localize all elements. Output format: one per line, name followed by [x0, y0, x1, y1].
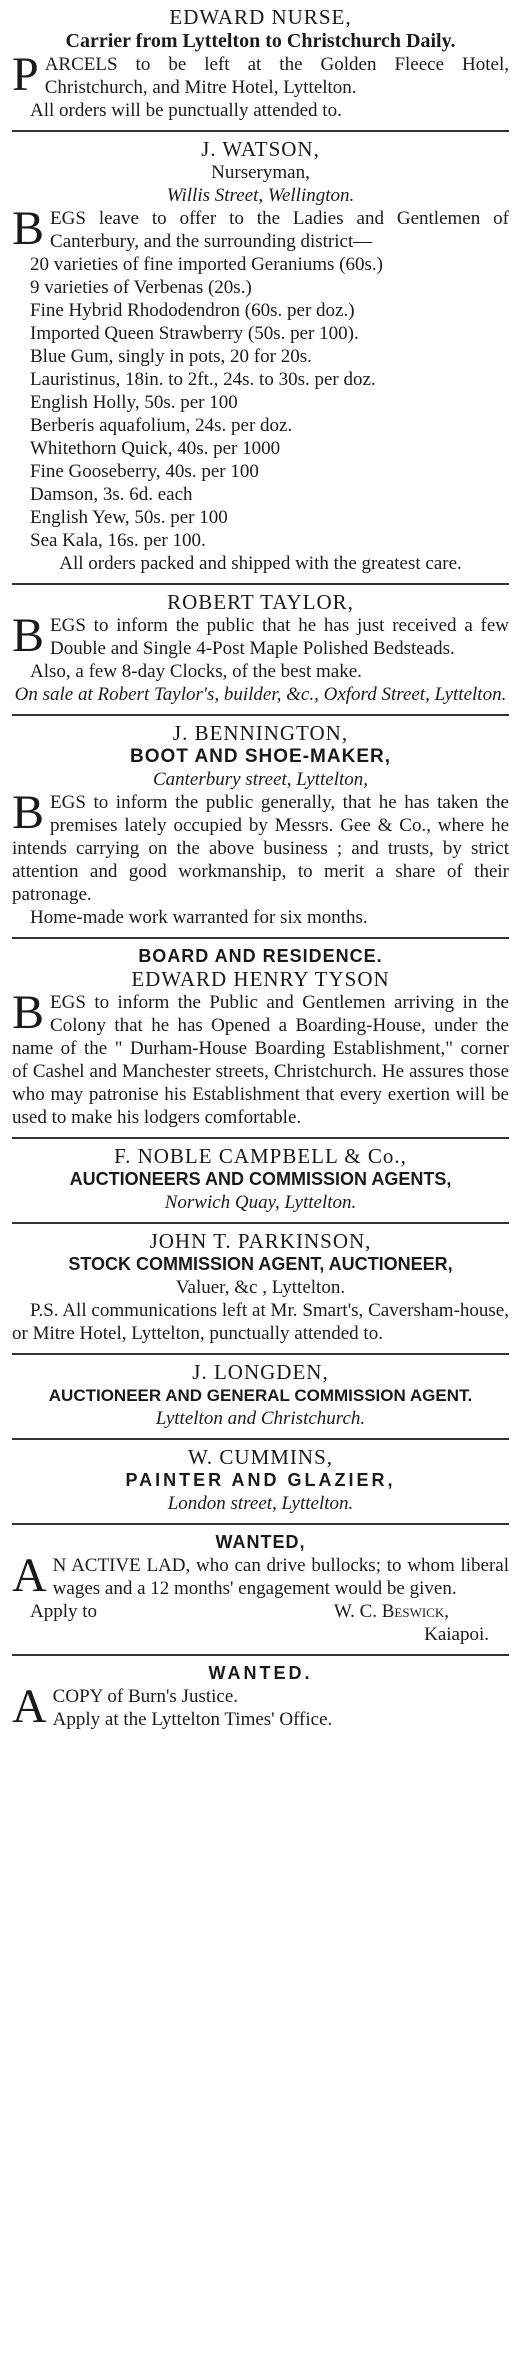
ad-body: COPY of Burn's Justice.	[52, 1686, 239, 1707]
ad-address: Willis Street, Wellington.	[166, 185, 355, 206]
list-item: Whitethorn Quick, 40s. per 1000	[30, 438, 281, 459]
drop-cap: B	[12, 202, 45, 255]
ad-footer: Home-made work warranted for six months.	[30, 907, 368, 928]
advertiser-name: J. WATSON,	[201, 137, 320, 161]
drop-cap: A	[12, 1680, 47, 1733]
ad-cummins	[12, 1440, 509, 1525]
ad-title: Nurseryman,	[211, 162, 310, 183]
ad-bennington	[12, 716, 509, 939]
ad-header: BOARD AND RESIDENCE.	[138, 946, 383, 966]
ad-trade: AUCTIONEER AND GENERAL COMMISSION AGENT.	[48, 1386, 473, 1405]
list-item: 9 varieties of Verbenas (20s.)	[30, 277, 252, 298]
ad-longden	[12, 1355, 509, 1440]
ad-wanted-lad	[12, 1525, 509, 1656]
ad-header: WANTED,	[215, 1532, 306, 1552]
ad-address: Lyttelton and Christchurch.	[155, 1408, 366, 1429]
ad-footer: All orders will be punctually attended to.	[30, 100, 342, 121]
ad-body: EGS to inform the public generally, that he has taken the premises lately occupied by Messrs. Gee & Co., where he intends carrying on the above business ; and trusts, by strict attention and good workmanship, to merit a share of their patronage.	[12, 792, 509, 905]
advertiser-name: F. NOBLE CAMPBELL & Co.,	[114, 1144, 407, 1168]
price-list	[12, 253, 509, 552]
ad-headline: Carrier from Lyttelton to Christchurch Daily.	[65, 30, 456, 52]
ad-body: N ACTIVE LAD, who can drive bullocks; to whom liberal wages and a 12 months' engagement would be given.	[52, 1555, 509, 1599]
contact-name: W. C. Beswick,	[333, 1601, 449, 1622]
ad-footer: Apply at the Lyttelton Times' Office.	[52, 1709, 333, 1730]
drop-cap: B	[12, 986, 45, 1039]
ad-body: P.S. All communications left at Mr. Smart's, Caversham-house, or Mitre Hotel, Lyttelton, punctually attended to.	[12, 1300, 509, 1344]
ad-footer: On sale at Robert Taylor's, builder, &c., Oxford Street, Lyttelton.	[14, 684, 507, 705]
ad-edward-nurse	[12, 0, 509, 132]
ad-trade: BOOT AND SHOE-MAKER,	[129, 746, 392, 767]
contact-place: Kaiapoi.	[424, 1624, 489, 1645]
list-item: Blue Gum, singly in pots, 20 for 20s.	[30, 346, 312, 367]
advertiser-name: ROBERT TAYLOR,	[167, 590, 354, 614]
advertiser-name: J. BENNINGTON,	[172, 721, 349, 745]
ad-wanted-book	[12, 1656, 509, 1739]
advertiser-name: J. LONGDEN,	[192, 1360, 329, 1384]
drop-cap: P	[12, 48, 39, 101]
ad-subtitle: Valuer, &c , Lyttelton.	[175, 1277, 346, 1298]
ad-footer: All orders packed and shipped with the greatest care.	[59, 553, 462, 574]
apply-label: Apply to	[30, 1601, 98, 1622]
advertiser-name: JOHN T. PARKINSON,	[149, 1229, 372, 1253]
list-item: Lauristinus, 18in. to 2ft., 24s. to 30s. per doz.	[30, 369, 376, 390]
drop-cap: A	[12, 1549, 47, 1602]
list-item: Damson, 3s. 6d. each	[30, 484, 193, 505]
list-item: Imported Queen Strawberry (50s. per 100).	[30, 323, 359, 344]
ad-body: EGS to inform the Public and Gentlemen arriving in the Colony that he has Opened a Boarding-House, under the name of the " Durham-House Boarding Establishment," corner of Cashel and Manchester streets, Christchurch. He assures those who may patronise his Establishment that every exertion will be used to make his lodgers comfortable.	[12, 992, 509, 1128]
ad-robert-taylor	[12, 585, 509, 716]
ad-campbell	[12, 1139, 509, 1224]
ad-body: EGS leave to offer to the Ladies and Gentlemen of Canterbury, and the surrounding district—	[50, 208, 509, 252]
list-item: Fine Hybrid Rhododendron (60s. per doz.)	[30, 300, 355, 321]
list-item: Sea Kala, 16s. per 100.	[30, 530, 206, 551]
drop-cap: B	[12, 786, 45, 839]
drop-cap: B	[12, 609, 45, 662]
advertiser-name: W. CUMMINS,	[188, 1445, 333, 1469]
ad-address: Canterbury street, Lyttelton,	[152, 769, 369, 790]
advertiser-name: EDWARD NURSE,	[169, 5, 352, 29]
ad-address: Norwich Quay, Lyttelton.	[164, 1192, 357, 1213]
ad-address: London street, Lyttelton.	[167, 1493, 354, 1514]
list-item: English Yew, 50s. per 100	[30, 507, 228, 528]
ad-trade: AUCTIONEERS AND COMMISSION AGENTS,	[69, 1169, 452, 1189]
list-item: Berberis aquafolium, 24s. per doz.	[30, 415, 293, 436]
ad-note: Also, a few 8-day Clocks, of the best make.	[30, 661, 362, 682]
advertiser-name: EDWARD HENRY TYSON	[131, 967, 390, 991]
ad-body: EGS to inform the public that he has just received a few Double and Single 4-Post Maple Polished Bedsteads.	[50, 615, 509, 659]
ad-trade: PAINTER AND GLAZIER,	[125, 1470, 396, 1490]
ad-trade: STOCK COMMISSION AGENT, AUCTIONEER,	[68, 1254, 453, 1274]
ad-parkinson	[12, 1224, 509, 1355]
ad-header: WANTED.	[208, 1663, 313, 1683]
list-item: English Holly, 50s. per 100	[30, 392, 238, 413]
ad-tyson	[12, 939, 509, 1139]
list-item: Fine Gooseberry, 40s. per 100	[30, 461, 259, 482]
list-item: 20 varieties of fine imported Geraniums (60s.)	[30, 254, 383, 275]
ad-watson	[12, 132, 509, 585]
ad-body: ARCELS to be left at the Golden Fleece Hotel, Christchurch, and Mitre Hotel, Lyttelton.	[44, 54, 509, 98]
